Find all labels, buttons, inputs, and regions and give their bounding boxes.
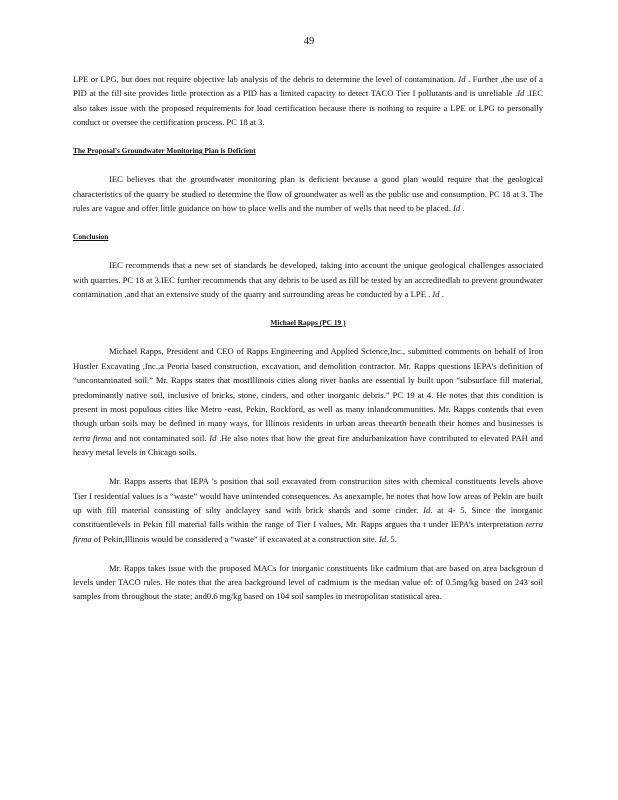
heading-groundwater-plan: The Proposal's Groundwater Monitoring Plan is Deficient [73,146,256,156]
heading-conclusion: Conclusion [73,232,109,242]
page-number: 49 [303,36,315,47]
paragraph-iec-recommendations: IEC recommends that a new set of standards be developed, taking into account the unique geological challenges associated with quarries. PC 18 at 3.IEC further recommends that any debris to be used as fill be tested by an accreditedlab to prevent groundwater contamination ,and that an extensive study of the quarry and surrounding areas be conducted by a LPE . Id . [73,260,543,300]
paragraph-load-certification: LPE or LPG, but does not require objective lab analysis of the debris to determine the level of contamination. Id . Further ,the use of a PID at the fill site provides little protection as a PID has a limited capacity to detect TACO Tier I pollutants and is unreliable .Id .IEC also takes issue with the proposed requirements for load certification because there is nothing to require a LPE or LPG to personally conduct or oversee the certification process. PC 18 at 3. [73,74,543,128]
paragraph-rapps-macs: Mr. Rapps takes issue with the proposed MACs for inorganic constituents like cadmium that are based on area backgroun d levels under TACO rules. He notes that the area background level of cadmium is the median value of: of 0.5mg/kg based on 243 soil samples from throughout the state; and0.6 mg/kg based on 104 soil samples in metropolitan statistical area. [73,562,543,602]
paragraph-rapps-comments: Michael Rapps, President and CEO of Rapps Engineering and Applied Science,Inc., submitted comments on behalf of Iron Hustler Excavating ,Inc.,a Peoria based construction, excavation, and demolition contractor. Mr. Rapps questions IEPA’s definition of “uncontaminated soil.” Mr. Rapps states that mostIllinois cities along river banks are essential ly built upon “subsurface fill material, predominantly native soil, inclusive of bricks, stone, cinders, and other inorganic debris.” PC 19 at 4. He notes that this condition is present in most populous cities like Metro -east, Pekin, Rockford, as well as many inlandcommunities. Mr. Rapps contends that even though urban soils may be defined in many ways, for Illinois residents in urban areas theearth beneath their homes and businesses is terra firma and not contaminated soil. Id .He also notes that how the great fire andurbanization have contributed to elevated PAH and heavy metal levels in Chicago soils. [73,346,543,458]
page-content [73,72,543,618]
paragraph-groundwater-monitoring: IEC believes that the groundwater monitoring plan is deficient because a good plan would require that the geological characteristics of the quarry be studied to determine the flow of groundwater as well as the public use and consumption. PC 18 at 3. The rules are vague and offer little guidance on how to place wells and the number of wells that need to be placed. Id . [73,174,543,214]
heading-michael-rapps: Michael Rapps (PC 19 ) [270,318,346,328]
paragraph-rapps-waste-position: Mr. Rapps asserts that IEPA ’s position that soil excavated from construction sites with chemical constituents levels above Tier I residential values is a “waste” would have unintended consequences. As anexample, he notes that how low areas of Pekin are built up with fill material consisting of silty andclayey sand with brick shards and some cinder. Id. at 4- 5. Since the inorganic constituentlevels in Pekin fill material falls within the range of Tier I values, Mr. Rapps argues tha t under IEPA’s interpretation terra firma of Pekin,Illinois would be considered a “waste” if excavated at a construction site. Id. 5. [73,476,544,544]
